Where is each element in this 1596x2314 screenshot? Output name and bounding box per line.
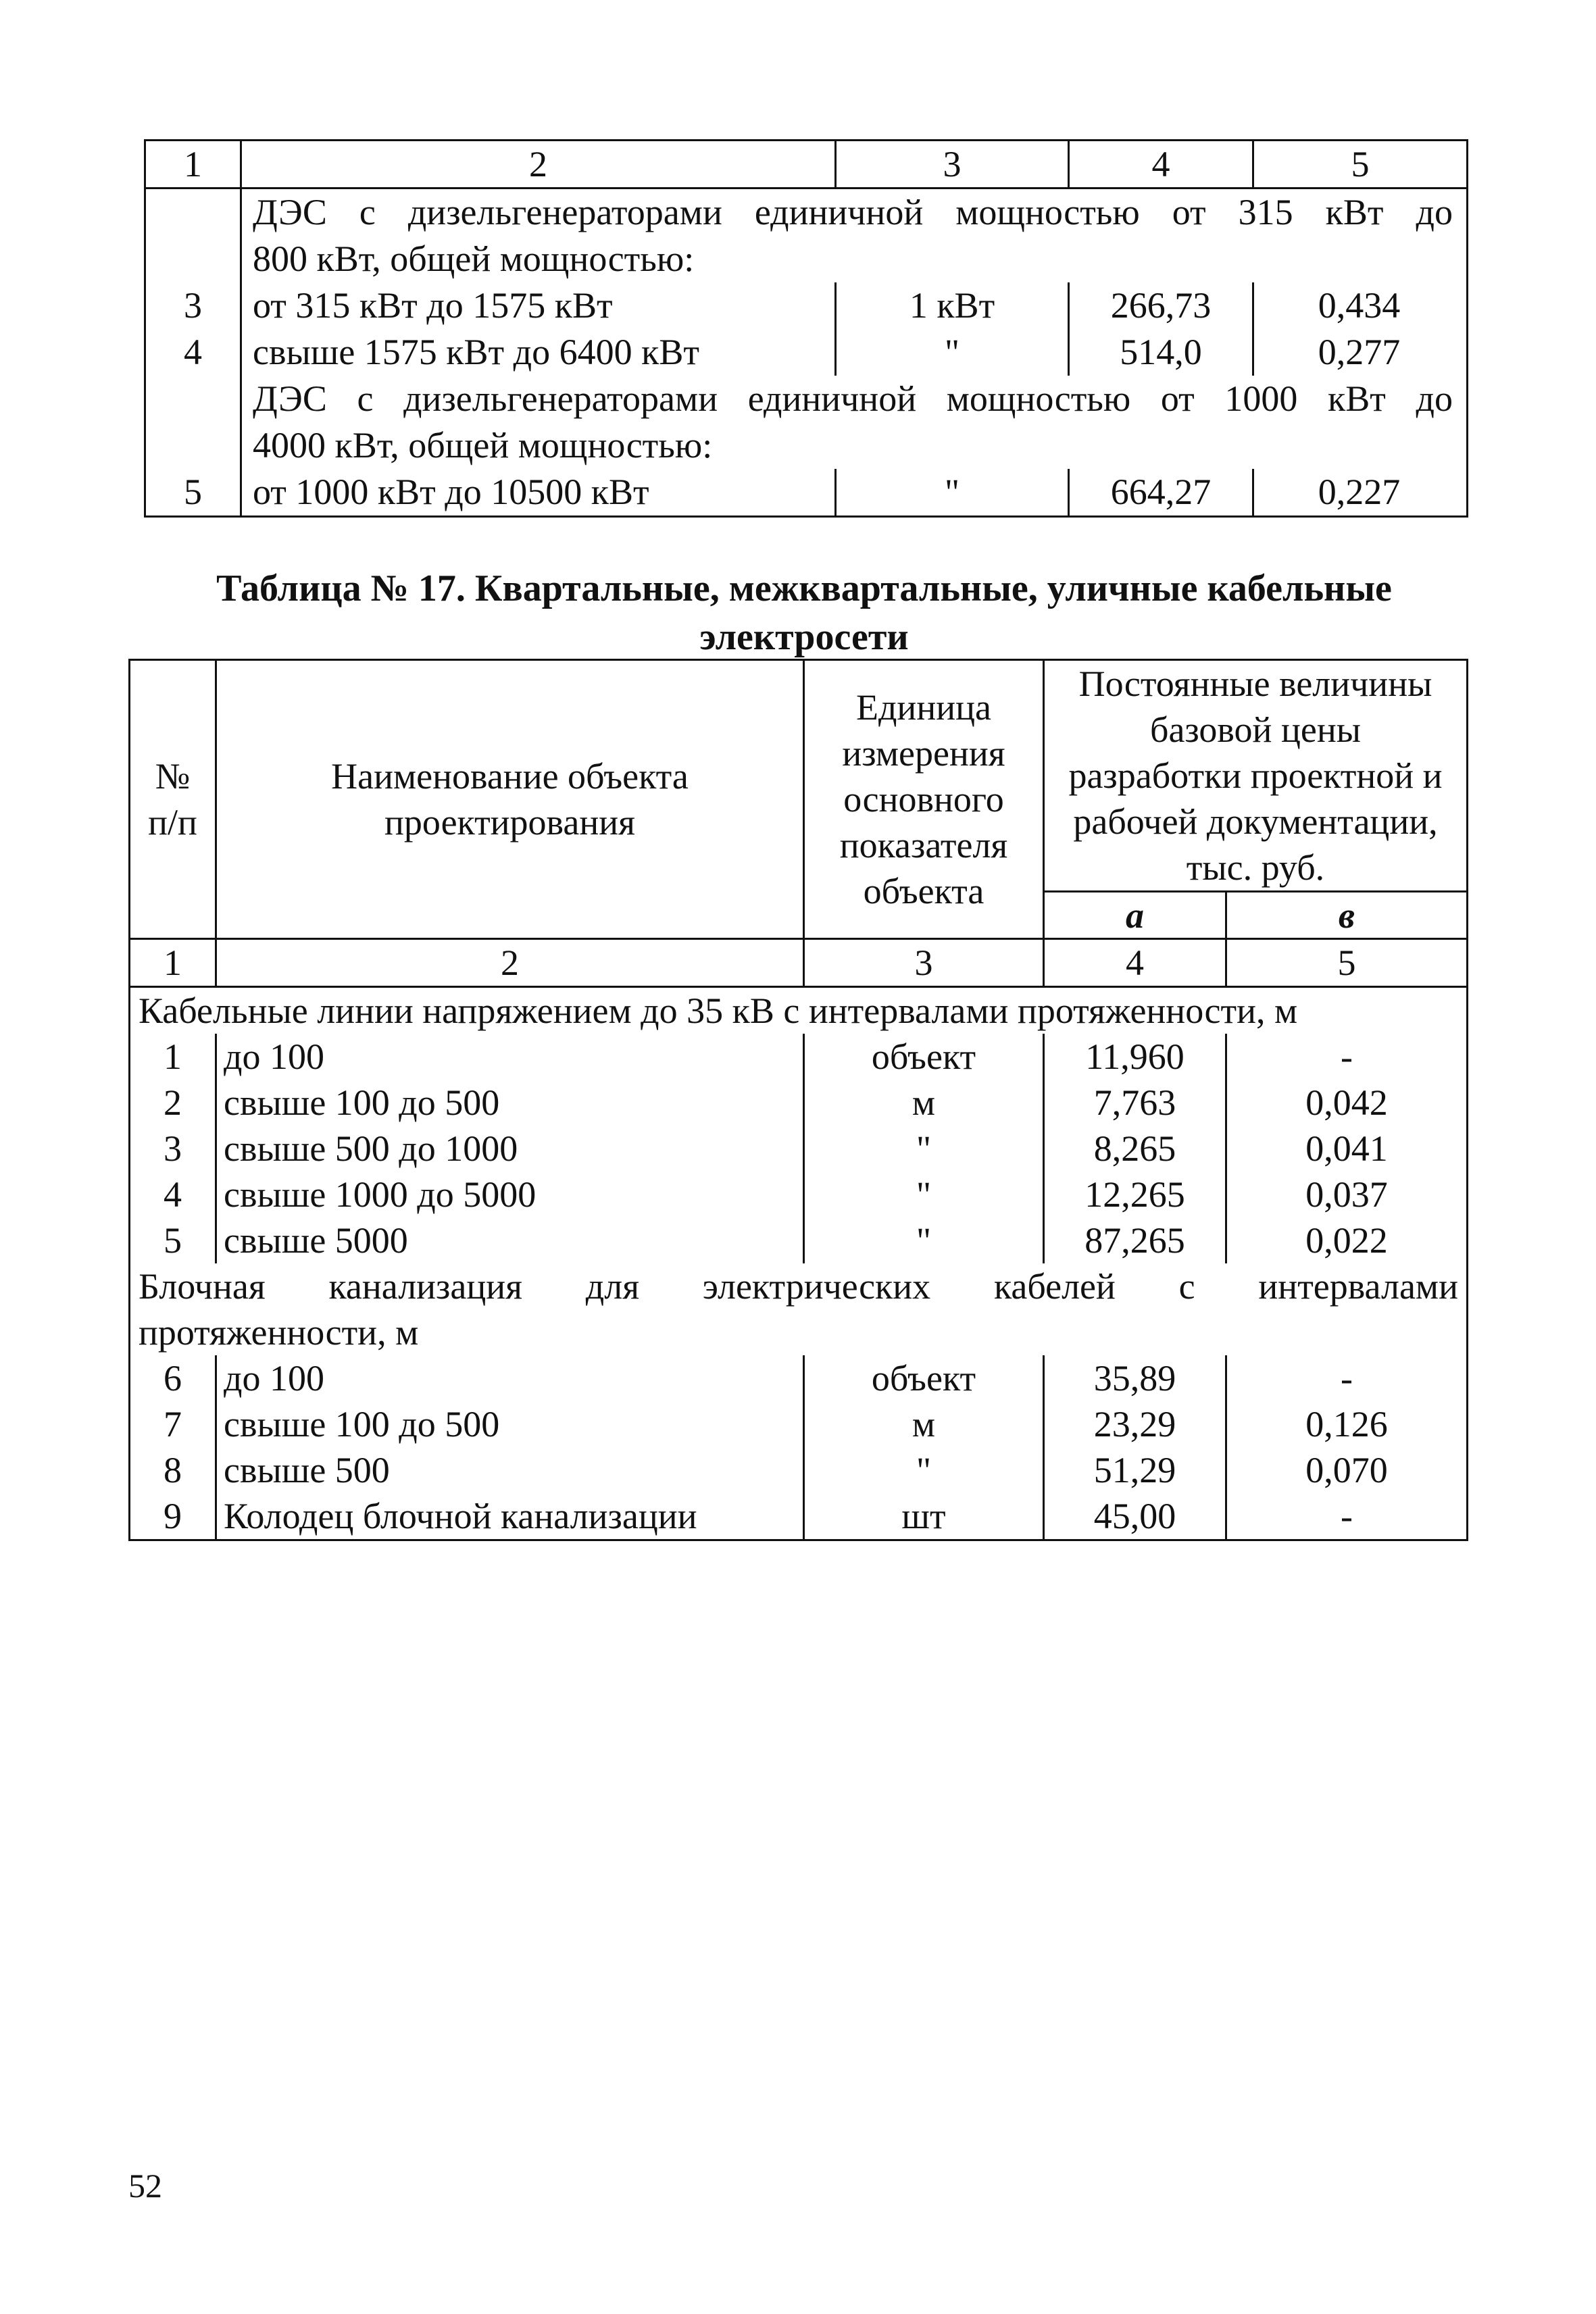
table-row: [242, 469, 1466, 515]
row-name: свыше 100 до 500: [217, 1401, 805, 1447]
row-value-b: 0,037: [1305, 1174, 1388, 1215]
row-number: 9: [130, 1493, 217, 1539]
section-heading: протяженности, м: [139, 1312, 419, 1353]
row-number: 1: [130, 1034, 217, 1080]
section-heading: Кабельные линии напряжением до 35 кВ с интервалами протяженности, м: [139, 990, 1298, 1031]
header-text: рабочей документации,: [1073, 801, 1438, 842]
row-unit: ": [834, 329, 1068, 376]
row-unit: м: [805, 1401, 1045, 1447]
row-number-column: [146, 189, 242, 515]
row-value-a: 7,763: [1045, 1080, 1227, 1126]
row-value-b: 0,434: [1252, 282, 1464, 329]
group-heading: ДЭС с дизельгенераторами единичной мощностью от 315 кВт до: [253, 192, 1453, 232]
row-value-b: 0,022: [1305, 1220, 1388, 1261]
row-value-a: 266,73: [1068, 282, 1252, 329]
header-text: измерения: [842, 733, 1005, 774]
row-name: от 315 кВт до 1575 кВт: [253, 285, 613, 326]
header-text: Постоянные величины: [1078, 663, 1432, 704]
row-unit: ": [805, 1126, 1045, 1172]
column-number: 2: [242, 141, 837, 187]
subheader-a: а: [1045, 892, 1227, 938]
table-row: [130, 1217, 1466, 1263]
row-value-a: 87,265: [1045, 1217, 1227, 1263]
column-number: 3: [837, 141, 1070, 187]
continuation-table: [144, 139, 1468, 518]
row-name: свыше 1000 до 5000: [217, 1172, 805, 1217]
row-value-b: 0,041: [1305, 1128, 1388, 1169]
column-numbers-row: [130, 940, 1466, 988]
row-name: свыше 5000: [217, 1217, 805, 1263]
row-number: 7: [130, 1401, 217, 1447]
row-name: свыше 500: [217, 1447, 805, 1493]
section-heading: Блочная канализация для электрических кабелей с интервалами: [139, 1266, 1458, 1307]
header-unit: [805, 661, 1045, 938]
table-row: [242, 282, 1466, 329]
row-unit: ": [834, 469, 1068, 515]
row-name: свыше 100 до 500: [217, 1080, 805, 1126]
header-text: п/п: [148, 802, 197, 842]
row-name: свыше 500 до 1000: [217, 1126, 805, 1172]
row-name: до 100: [217, 1355, 805, 1401]
row-name: Колодец блочной канализации: [217, 1493, 805, 1539]
header-text: №: [155, 756, 191, 797]
row-value-b: -: [1341, 1358, 1353, 1399]
header-text: проектирования: [384, 802, 635, 842]
row-number: 8: [130, 1447, 217, 1493]
row-unit: объект: [805, 1355, 1045, 1401]
row-number: 3: [184, 285, 202, 326]
row-value-a: 23,29: [1045, 1401, 1227, 1447]
row-unit: объект: [805, 1034, 1045, 1080]
column-number: 2: [217, 940, 805, 986]
row-value-a: 12,265: [1045, 1172, 1227, 1217]
row-number: 4: [184, 332, 202, 372]
row-name: до 100: [217, 1034, 805, 1080]
row-number: 3: [130, 1126, 217, 1172]
header-text: базовой цены: [1149, 709, 1361, 750]
header-text: объекта: [863, 871, 984, 911]
column-number: 3: [805, 940, 1045, 986]
group-heading: 4000 кВт, общей мощностью:: [253, 425, 713, 466]
row-value-b: -: [1341, 1036, 1353, 1077]
row-value-a: 664,27: [1068, 469, 1252, 515]
table-row: [130, 1493, 1466, 1539]
row-value-b: 0,126: [1305, 1404, 1388, 1444]
table-title-line: электросети: [699, 616, 909, 658]
row-unit: 1 кВт: [834, 282, 1068, 329]
table-row: [130, 1034, 1466, 1080]
row-name: свыше 1575 кВт до 6400 кВт: [253, 332, 699, 372]
table-header: [130, 661, 1466, 940]
header-text: показателя: [839, 825, 1008, 865]
table-row: [130, 1447, 1466, 1493]
table-row: [130, 1355, 1466, 1401]
column-number: 5: [1337, 942, 1356, 983]
row-value-a: 11,960: [1045, 1034, 1227, 1080]
column-number: 1: [146, 141, 242, 187]
row-value-b: -: [1341, 1496, 1353, 1536]
header-number: [130, 661, 217, 938]
row-unit: ": [805, 1217, 1045, 1263]
column-number: 1: [130, 940, 217, 986]
table-row: [130, 1126, 1466, 1172]
row-unit: шт: [805, 1493, 1045, 1539]
row-value-b: 0,227: [1252, 469, 1464, 515]
row-value-a: 51,29: [1045, 1447, 1227, 1493]
row-value-b: 0,277: [1252, 329, 1464, 376]
row-number: 2: [130, 1080, 217, 1126]
table-row: [130, 1080, 1466, 1126]
row-value-b: 0,070: [1305, 1450, 1388, 1490]
row-value-a: 514,0: [1068, 329, 1252, 376]
group-heading: ДЭС с дизельгенераторами единичной мощностью от 1000 кВт до: [253, 378, 1453, 419]
column-number: 4: [1045, 940, 1227, 986]
row-number: 4: [130, 1172, 217, 1217]
row-unit: м: [805, 1080, 1045, 1126]
group-heading: 800 кВт, общей мощностью:: [253, 238, 695, 279]
table-content: [242, 189, 1466, 515]
row-number: 5: [130, 1217, 217, 1263]
column-number: 5: [1351, 144, 1370, 184]
column-number: 4: [1070, 141, 1254, 187]
price-title: [1045, 661, 1466, 892]
table-row: [130, 1172, 1466, 1217]
table-body: [146, 189, 1466, 515]
row-unit: ": [805, 1172, 1045, 1217]
row-value-a: 8,265: [1045, 1126, 1227, 1172]
page-number: 52: [128, 2167, 162, 2205]
header-price: [1045, 661, 1466, 938]
header-text: Единица: [855, 687, 991, 728]
table-title-line: Таблица № 17. Квартальные, межквартальные, уличные кабельные: [216, 568, 1392, 609]
header-text: основного: [843, 779, 1004, 820]
table-17: [128, 659, 1468, 1541]
header-name: [217, 661, 805, 938]
row-number: 6: [130, 1355, 217, 1401]
header-text: Наименование объекта: [331, 756, 689, 797]
table-header-row: [146, 141, 1466, 189]
row-name: от 1000 кВт до 10500 кВт: [253, 472, 649, 512]
table-row: [130, 1401, 1466, 1447]
row-value-a: 35,89: [1045, 1355, 1227, 1401]
table-title: [128, 564, 1480, 661]
row-unit: ": [805, 1447, 1045, 1493]
row-number: 5: [184, 472, 202, 512]
row-value-b: 0,042: [1305, 1082, 1388, 1123]
row-value-a: 45,00: [1045, 1493, 1227, 1539]
price-subheader: [1045, 892, 1466, 938]
header-text: разработки проектной и: [1068, 755, 1443, 796]
subheader-b: в: [1338, 895, 1355, 936]
header-text: тыс. руб.: [1186, 847, 1325, 888]
table-row: [242, 329, 1466, 376]
